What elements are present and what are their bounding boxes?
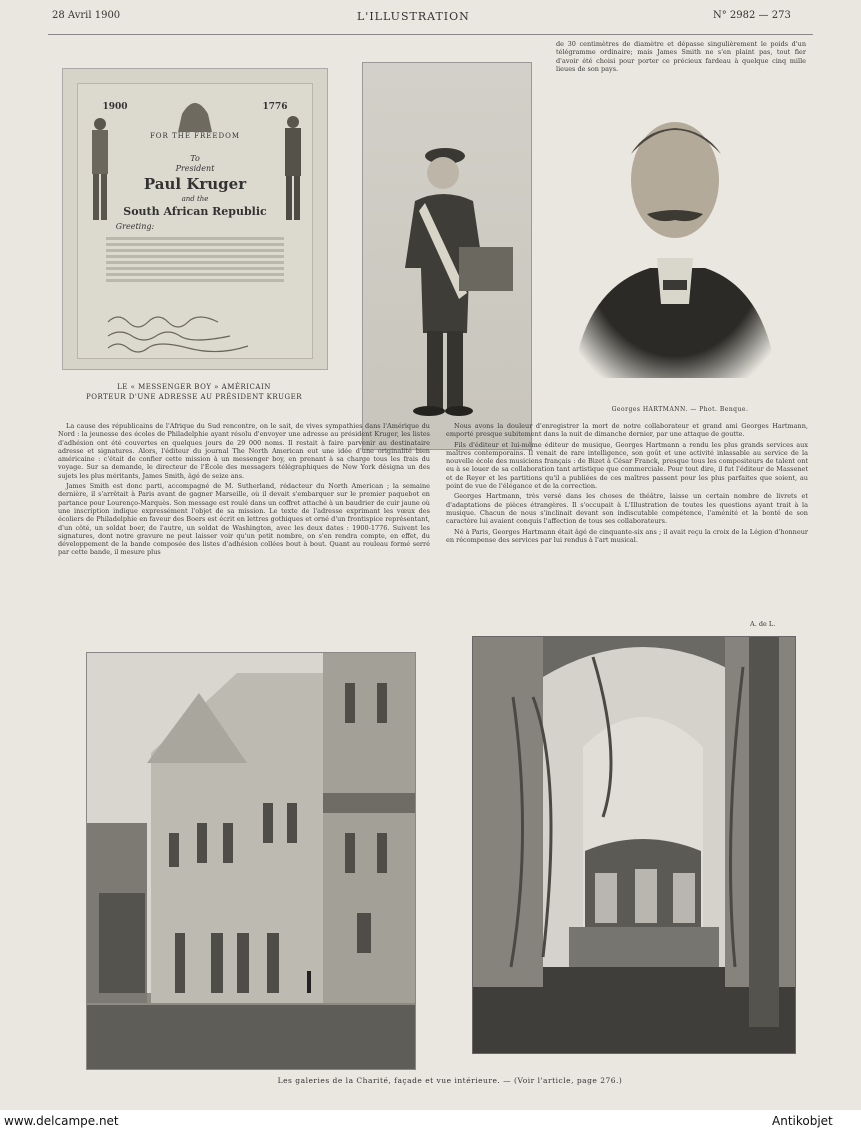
kruger-address-image [62,68,328,370]
messenger-boy-photo [362,62,532,450]
portrait-caption: Georges HARTMANN. — Phot. Benque. [611,406,749,413]
obituary-signature: A. de L. [750,620,776,628]
charite-interior-photo [472,636,796,1054]
watermark-bar [0,1110,861,1131]
issue-number: N° 2982 — 273 [713,10,791,21]
doc-line-6: Greeting: [115,222,155,231]
obituary-paragraph: Fils d'éditeur et lui-même éditeur de musique, Georges Hartmann a rendu les plus grands services aux maîtres contemporains. Il venait de rare intelligence, son goût et une activité inlassable au service de la nouvelle école des musiciens français : de Bizet à César Franck, presque tous les compositeurs de talent ont eu à se louer de sa collaboration tant artistique que commerciale. Pour tout dire, il fut l'éditeur de Massenet et de Reyer et les partitions qu'il a publiées de ces maîtres passent pour les plus parfaites que soient, au point de vue de l'élégance et de la correction. [446,440,808,491]
messenger-boy-article [58,422,430,634]
interior-drawing [473,637,795,1053]
facade-drawing [87,653,415,1069]
liberty-bell-icon [178,103,212,132]
obituary-paragraph: Nous avons la douleur d'enregistrer la mort de notre collaborateur et grand ami Georges Hartmann, emporté presque subitement dans la nuit de dimanche dernier, par une attaque de goutte. [446,422,808,439]
signature-scribbles [108,317,248,352]
doc-year-right: 1776 [262,102,288,112]
boy-figure [363,63,531,449]
doc-line-5: South African Republic [123,205,267,218]
watermark-right: Antikobjet [772,1114,833,1128]
obituary-paragraph: Georges Hartmann, très versé dans les choses de théâtre, laisse un certain nombre de livrets et d'adaptations de pièces étrangères. Il s'occupait à L'Illustration de toutes les questions ayant trait à la musique. Chacun de nous s'inclinait devant son indiscutable compétence, l'aménité et la bonté de son caractère lui avaient conquis l'affection de tous ses collaborateurs. [446,492,808,526]
issue-date: 28 Avril 1900 [52,10,121,21]
magazine-title: L'ILLUSTRATION [357,10,470,23]
portrait-figure [565,108,785,393]
hartmann-portrait [565,108,785,393]
watermark-left: www.delcampe.net [4,1114,119,1128]
hartmann-obituary [446,422,808,622]
washington-soldier-icon [285,116,301,220]
bottom-caption: Les galeries de la Charité, façade et vue intérieure. — (Voir l'article, page 276.) [277,1076,623,1085]
article-paragraph: James Smith est donc parti, accompagné de M. Sutherland, rédacteur du North American ; la semaine dernière, il s'arrêtait à Paris avant de gagner Marseille, où il devait s'embarquer sur le premier paquebot en partance pour Lourenço-Marquès. Son message est roulé dans un coffret attaché à un baudrier de cuir jaune où une inscription indique expressément l'objet de sa mission. Le texte de l'adresse exprimant les vœux des écoliers de Philadelphie en faveur des Boers est écrit en lettres gothiques et orné d'un frontispice représentant, d'un côté, un soldat boer, de l'autre, un soldat de Washington, avec les deux dates : 1900-1776. Suivent les signatures, dont notre gravure ne peut laisser voir qu'un petit nombre, on s'en rendra compte, en effet, du développement de la bande composée des listes d'adhésion collées bout à bout. Quant au rouleau formé serré par cette bande, il mesure plus [58,482,430,557]
boy-caption-1: LE « MESSENGER BOY » AMÉRICAIN [117,383,271,391]
header-rule [48,34,813,35]
doc-line-1: To [190,154,200,163]
boy-caption-2: PORTEUR D'UNE ADRESSE AU PRÉSIDENT KRUGER [86,393,302,401]
doc-year-left: 1900 [102,102,128,112]
doc-line-2: President [175,164,215,173]
boer-soldier-icon [92,118,108,220]
page-header [0,10,861,36]
doc-banner: FOR THE FREEDOM [149,132,241,140]
doc-line-3: Paul Kruger [143,175,247,193]
obituary-paragraph: Né à Paris, Georges Hartmann était âgé de cinquante-six ans ; il avait reçu la croix de la Légion d'honneur en récompense des services par lui rendus à l'art musical. [446,527,808,544]
article-continuation: de 30 centimètres de diamètre et dépasse singulièrement le poids d'un télégramme ordinaire; mais James Smith ne s'en plaint pas, tout fier d'avoir été choisi pour porter ce précieux fardeau à quelque cinq mille lieues de son pays. [556,40,806,73]
article-paragraph: La cause des républicains de l'Afrique du Sud rencontre, on le sait, de vives sympathies dans l'Amérique du Nord : la jeunesse des écoles de Philadelphie ayant résolu d'envoyer une adresse au président Kruger, les listes d'adhésion ont été couvertes en quelques jours de 29 000 noms. Il restait à faire parvenir au destinataire adresse et signatures. Alors, l'éditeur du journal The North American eut une idée d'une originalité bien américaine : c'était de confier cette mission à un messenger boy, en prenant à sa charge tous les frais du voyage. Sur sa demande, le directeur de l'École des messagers télégraphiques de New York désigna un des sujets les plus méritants, James Smith, âgé de seize ans. [58,422,430,480]
doc-illustration [78,84,312,358]
charite-facade-photo [86,652,416,1070]
doc-line-4: and the [181,195,209,203]
